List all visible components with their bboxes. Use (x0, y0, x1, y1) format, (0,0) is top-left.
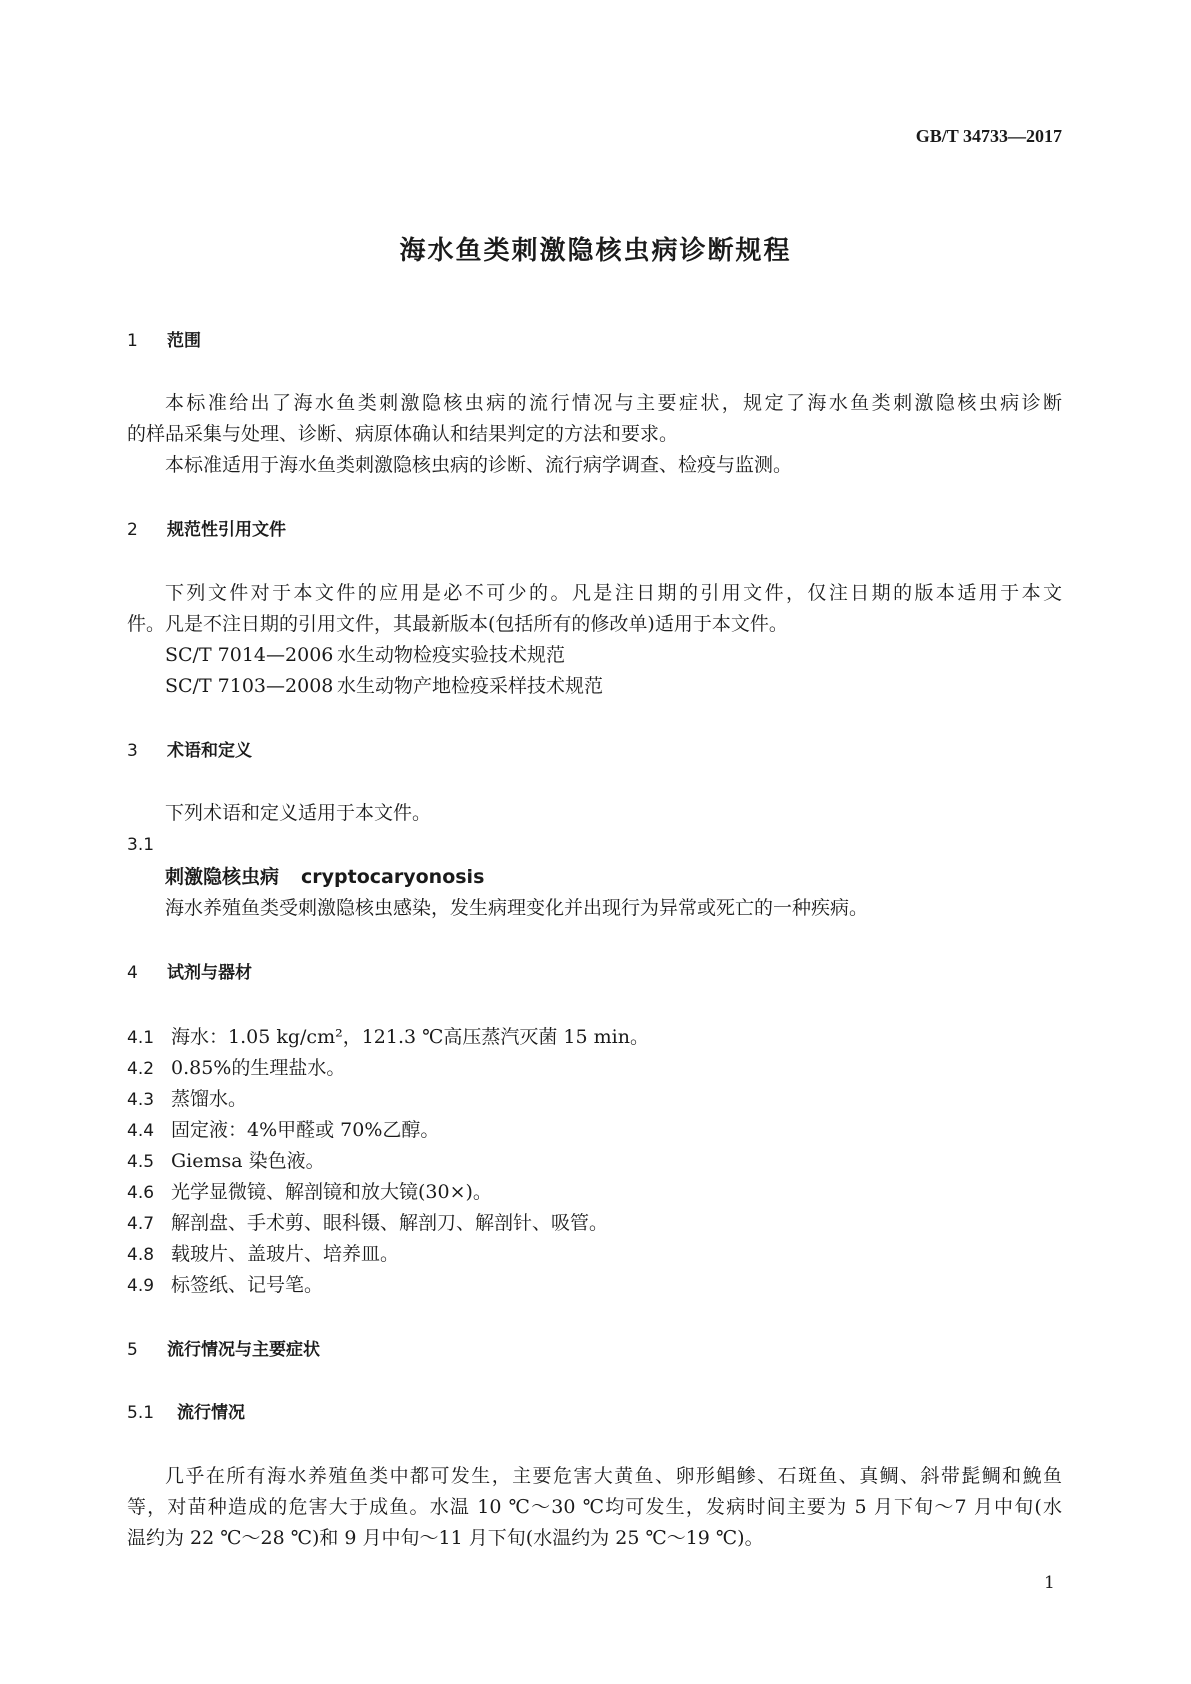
standard-code: GB/T 34733—2017 (915, 126, 1062, 146)
list-item (127, 1118, 439, 1143)
paragraph-line: 件。凡是不注日期的引用文件，其最新版本(包括所有的修改单)适用于本文件。 (127, 613, 788, 635)
item-text: 光学显微镜、解剖镜和放大镜(30×)。 (171, 1181, 492, 1203)
item-text: 标签纸、记号笔。 (171, 1274, 324, 1296)
term-entry (165, 865, 484, 889)
paragraph-line: 的样品采集与处理、诊断、病原体确认和结果判定的方法和要求。 (127, 423, 679, 445)
paragraph-line: 下列文件对于本文件的应用是必不可少的。凡是注日期的引用文件，仅注日期的版本适用于本文 (165, 582, 1062, 604)
list-item (127, 1025, 649, 1050)
paragraph-line: 几乎在所有海水养殖鱼类中都可发生，主要危害大黄鱼、卵形鲳鲹、石斑鱼、真鲷、斜带髭鲷和鮸鱼 (165, 1465, 1062, 1487)
term-english: cryptocaryonosis (301, 866, 485, 888)
list-item (127, 1087, 247, 1112)
item-number: 4.6 (127, 1183, 155, 1203)
section-title: 试剂与器材 (167, 963, 252, 983)
list-item (127, 1149, 325, 1174)
item-number: 4.5 (127, 1152, 155, 1172)
item-number: 4.7 (127, 1214, 155, 1234)
reference-code: SC/T 7103—2008 (165, 675, 334, 697)
section-title: 规范性引用文件 (167, 520, 286, 540)
reference-title: 水生动物检疫实验技术规范 (337, 644, 566, 666)
section-heading-1 (127, 330, 201, 352)
paragraph-line: 下列术语和定义适用于本文件。 (165, 802, 432, 824)
reference-title: 水生动物产地检疫采样技术规范 (337, 675, 604, 697)
subsection-title: 流行情况 (177, 1403, 245, 1423)
term-chinese: 刺激隐核虫病 (165, 866, 280, 888)
reference-code: SC/T 7014—2006 (165, 644, 334, 666)
list-item (127, 1056, 345, 1081)
subsection-heading-5-1 (127, 1402, 245, 1424)
item-number: 4.4 (127, 1121, 155, 1141)
term-number: 3.1 (127, 835, 155, 855)
item-text: 解剖盘、手术剪、眼科镊、解剖刀、解剖针、吸管。 (171, 1212, 609, 1234)
item-number: 4.3 (127, 1090, 155, 1110)
list-item (127, 1273, 323, 1298)
document-title: 海水鱼类刺激隐核虫病诊断规程 (399, 236, 792, 266)
list-item (127, 1211, 608, 1236)
section-title: 术语和定义 (167, 741, 252, 761)
section-heading-5 (127, 1339, 320, 1361)
item-text: 海水：1.05 kg/cm²，121.3 ℃高压蒸汽灭菌 15 min。 (171, 1026, 649, 1048)
section-title: 流行情况与主要症状 (167, 1340, 320, 1360)
page-number: 1 (1044, 1573, 1055, 1593)
section-number: 1 (127, 331, 138, 351)
item-text: 固定液：4%甲醛或 70%乙醇。 (171, 1119, 440, 1141)
subsection-number: 5.1 (127, 1403, 155, 1423)
section-heading-3 (127, 740, 252, 762)
item-number: 4.9 (127, 1276, 155, 1296)
paragraph-line: 等，对苗种造成的危害大于成鱼。水温 10 ℃～30 ℃均可发生，发病时间主要为 5 月下旬～7 月中旬(水 (127, 1496, 1062, 1518)
normative-reference (165, 643, 565, 667)
section-number: 3 (127, 741, 138, 761)
normative-reference (165, 674, 603, 698)
item-text: 载玻片、盖玻片、培养皿。 (171, 1243, 400, 1265)
paragraph-line: 本标准给出了海水鱼类刺激隐核虫病的流行情况与主要症状，规定了海水鱼类刺激隐核虫病诊断 (165, 392, 1062, 414)
section-number: 2 (127, 520, 138, 540)
item-text: Giemsa 染色液。 (171, 1150, 325, 1172)
list-item (127, 1180, 492, 1205)
section-heading-4 (127, 962, 252, 984)
item-number: 4.1 (127, 1028, 155, 1048)
item-number: 4.2 (127, 1059, 155, 1079)
section-number: 5 (127, 1340, 138, 1360)
paragraph-line: 本标准适用于海水鱼类刺激隐核虫病的诊断、流行病学调查、检疫与监测。 (165, 454, 793, 476)
item-text: 蒸馏水。 (171, 1088, 248, 1110)
list-item (127, 1242, 399, 1267)
section-title: 范围 (167, 331, 201, 351)
section-number: 4 (127, 963, 138, 983)
section-heading-2 (127, 519, 286, 541)
item-number: 4.8 (127, 1245, 155, 1265)
item-text: 0.85%的生理盐水。 (171, 1057, 346, 1079)
paragraph-line: 温约为 22 ℃～28 ℃)和 9 月中旬～11 月下旬(水温约为 25 ℃～19 ℃)。 (127, 1527, 764, 1549)
term-definition: 海水养殖鱼类受刺激隐核虫感染，发生病理变化并出现行为异常或死亡的一种疾病。 (165, 897, 869, 919)
